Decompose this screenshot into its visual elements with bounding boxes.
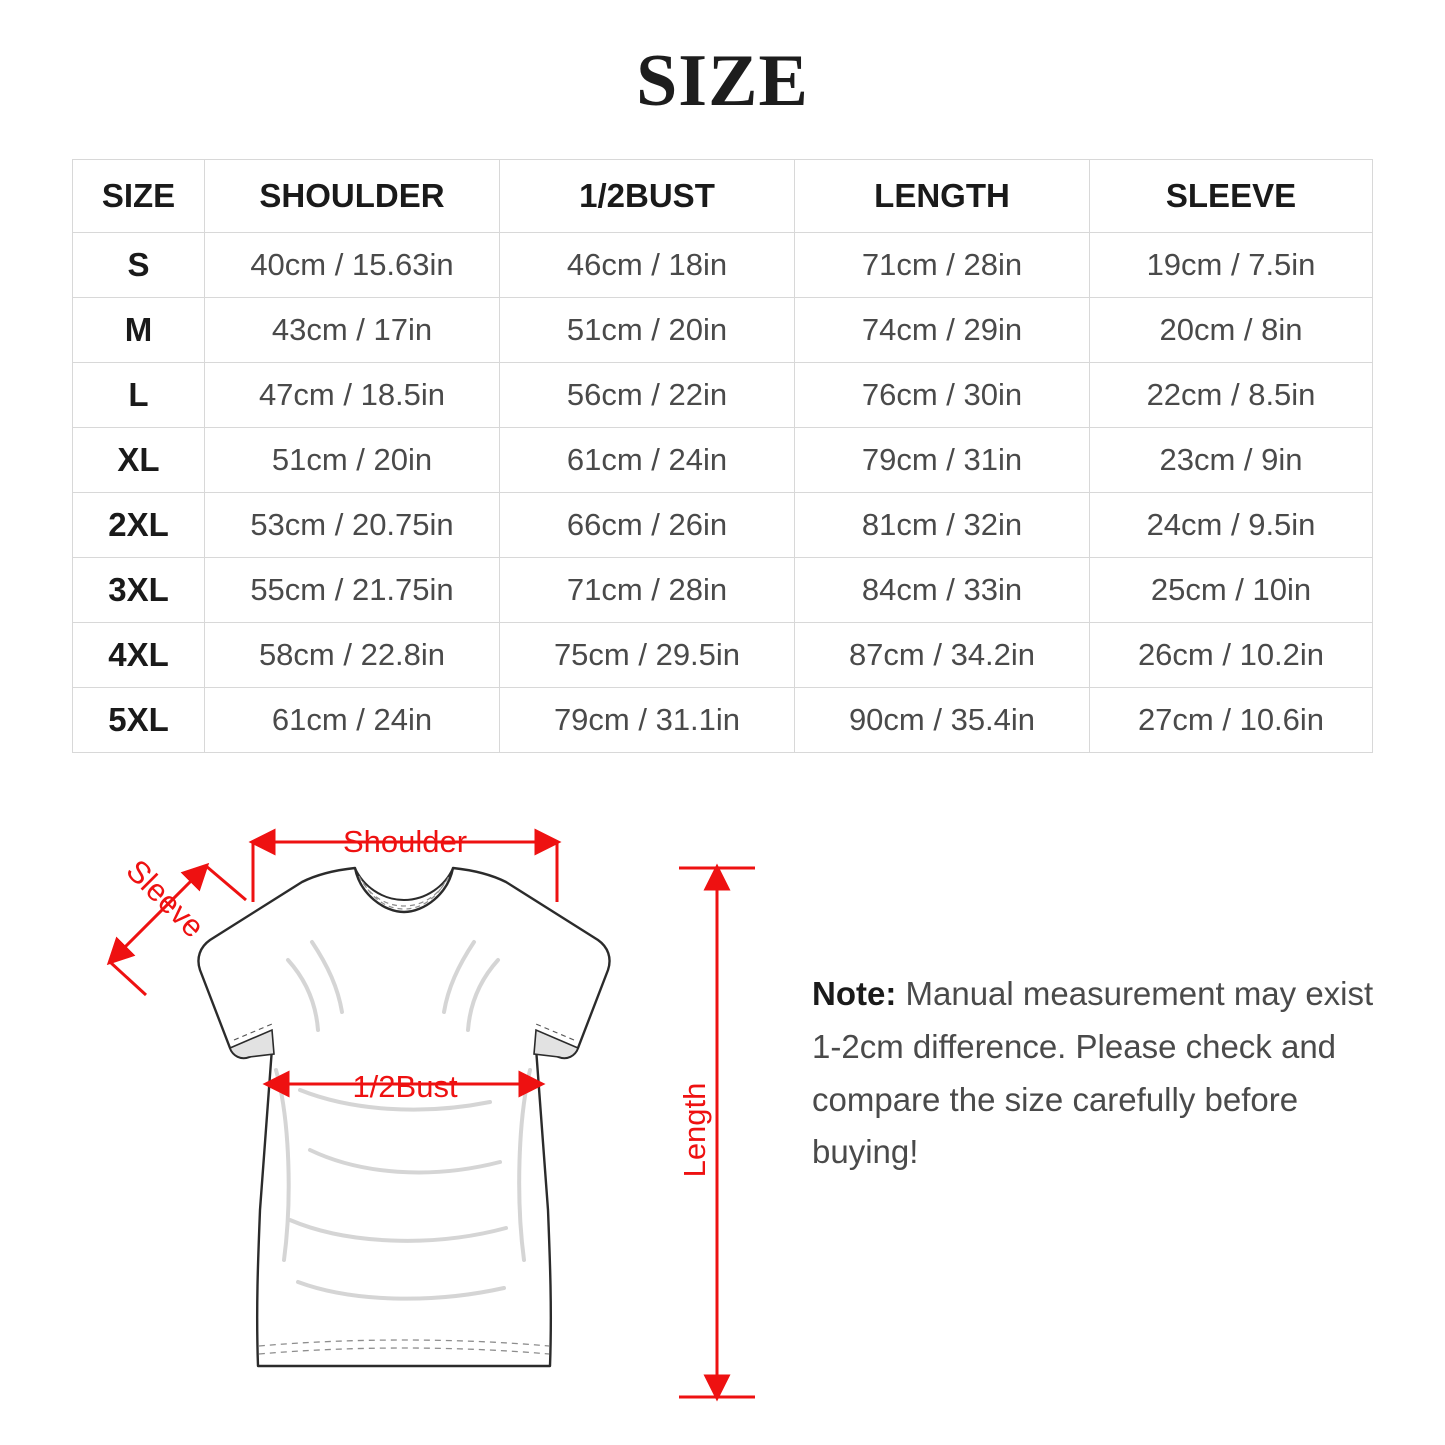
table-row [73,623,1373,688]
cell-size: 5XL [73,688,205,753]
table-row [73,558,1373,623]
cell-size: M [73,298,205,363]
cell-bust: 75cm / 29.5in [500,623,795,688]
page-title: SIZE [636,40,809,122]
cell-size: 3XL [73,558,205,623]
cell-bust: 66cm / 26in [500,493,795,558]
sleeve-label [120,853,212,945]
table-row [73,233,1373,298]
tshirt-measurement-diagram [60,790,800,1410]
table-row [73,428,1373,493]
cell-sleeve: 25cm / 10in [1090,558,1373,623]
cell-shoulder: 61cm / 24in [205,688,500,753]
cell-length: 87cm / 34.2in [795,623,1090,688]
note-label: Note: [812,975,897,1012]
table-row [73,493,1373,558]
note-text: Manual measurement may exist 1-2cm difference. Please check and compare the size carefully before buying! [812,975,1374,1171]
cell-shoulder: 55cm / 21.75in [205,558,500,623]
table-header-row [73,160,1373,233]
cell-bust: 51cm / 20in [500,298,795,363]
tshirt-illustration [198,868,609,1366]
cell-shoulder: 53cm / 20.75in [205,493,500,558]
cell-sleeve: 22cm / 8.5in [1090,363,1373,428]
table-row [73,688,1373,753]
cell-length: 74cm / 29in [795,298,1090,363]
cell-shoulder: 47cm / 18.5in [205,363,500,428]
cell-bust: 56cm / 22in [500,363,795,428]
cell-length: 81cm / 32in [795,493,1090,558]
cell-length: 76cm / 30in [795,363,1090,428]
cell-size: S [73,233,205,298]
cell-shoulder: 40cm / 15.63in [205,233,500,298]
cell-length: 71cm / 28in [795,233,1090,298]
cell-bust: 71cm / 28in [500,558,795,623]
cell-sleeve: 24cm / 9.5in [1090,493,1373,558]
bust-label [352,1069,458,1104]
bust-label-text: 1/2Bust [352,1069,458,1104]
cell-bust: 61cm / 24in [500,428,795,493]
column-header-size: SIZE [73,160,205,233]
length-label [677,1083,712,1178]
cell-length: 84cm / 33in [795,558,1090,623]
cell-sleeve: 20cm / 8in [1090,298,1373,363]
cell-bust: 46cm / 18in [500,233,795,298]
table-row [73,298,1373,363]
cell-shoulder: 58cm / 22.8in [205,623,500,688]
size-table-wrapper [72,159,1372,753]
column-header-sleeve: SLEEVE [1090,160,1373,233]
shoulder-label [343,824,467,859]
column-header-bust: 1/2BUST [500,160,795,233]
table-row [73,363,1373,428]
cell-length: 90cm / 35.4in [795,688,1090,753]
cell-size: XL [73,428,205,493]
cell-sleeve: 23cm / 9in [1090,428,1373,493]
length-label-text: Length [677,1082,712,1178]
shoulder-label-text: Shoulder [342,824,468,859]
sleeve-label-text: Sleeve [119,852,212,945]
measurement-note [812,968,1382,1179]
cell-sleeve: 27cm / 10.6in [1090,688,1373,753]
cell-shoulder: 43cm / 17in [205,298,500,363]
cell-sleeve: 26cm / 10.2in [1090,623,1373,688]
cell-size: 4XL [73,623,205,688]
length-measure [677,868,755,1397]
cell-bust: 79cm / 31.1in [500,688,795,753]
column-header-length: LENGTH [795,160,1090,233]
size-table [72,159,1373,753]
cell-shoulder: 51cm / 20in [205,428,500,493]
cell-length: 79cm / 31in [795,428,1090,493]
cell-size: L [73,363,205,428]
cell-sleeve: 19cm / 7.5in [1090,233,1373,298]
column-header-shoulder: SHOULDER [205,160,500,233]
cell-size: 2XL [73,493,205,558]
